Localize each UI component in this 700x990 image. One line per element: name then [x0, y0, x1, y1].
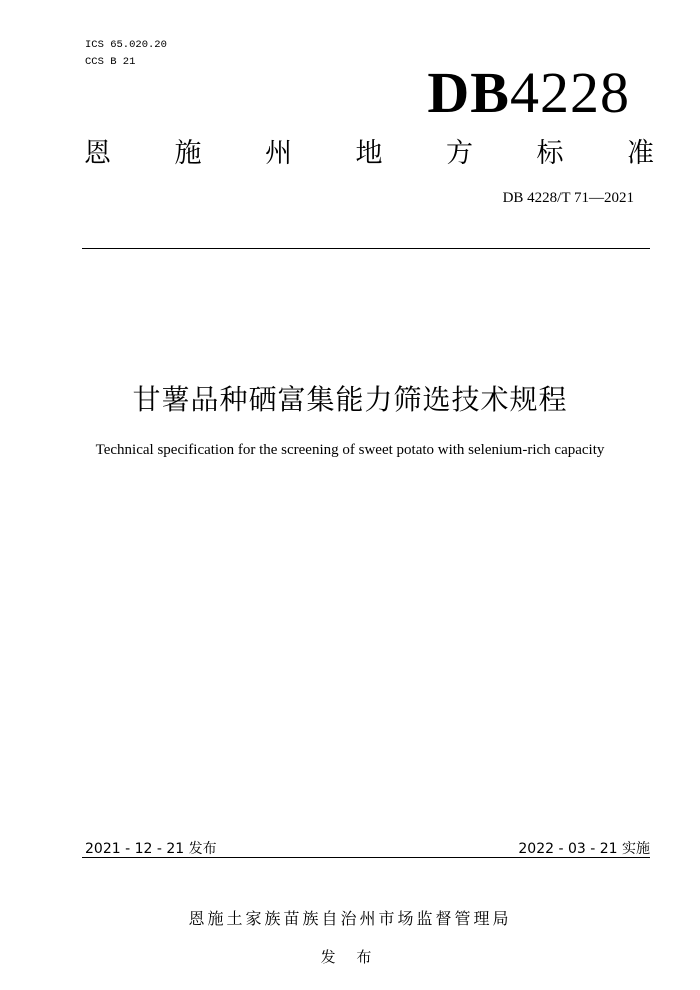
ccs-code: CCS B 21 [85, 56, 136, 68]
bottom-divider [82, 857, 650, 858]
ics-code: ICS 65.020.20 [85, 39, 167, 51]
title-english: Technical specification for the screening of sweet potato with selenium-rich capacity [95, 442, 605, 458]
implementation-date: 2022 - 03 - 21 实施 [518, 841, 650, 857]
standard-type [84, 138, 654, 170]
standard-type-char: 地 [355, 138, 383, 169]
issuing-authority: 恩施土家族苗族自治州市场监督管理局 [188, 909, 512, 928]
classification-codes [85, 37, 167, 71]
standard-type-char: 准 [627, 138, 654, 169]
db-logo [427, 58, 630, 128]
standard-type-char: 恩 [84, 138, 111, 169]
issue-date: 2021 - 12 - 21 发布 [85, 841, 217, 857]
publish-label: 发 布 [320, 948, 380, 966]
standard-type-char: 方 [446, 138, 473, 169]
top-divider [82, 248, 650, 249]
db-logo-number: 4228 [510, 60, 630, 125]
standard-number: DB 4228/T 71—2021 [502, 190, 634, 206]
standard-type-char: 施 [174, 138, 202, 169]
standard-type-char: 州 [265, 138, 292, 169]
db-logo-prefix: DB [427, 60, 510, 125]
title-chinese: 甘薯品种硒富集能力筛选技术规程 [132, 383, 568, 416]
standard-type-char: 标 [536, 138, 564, 169]
